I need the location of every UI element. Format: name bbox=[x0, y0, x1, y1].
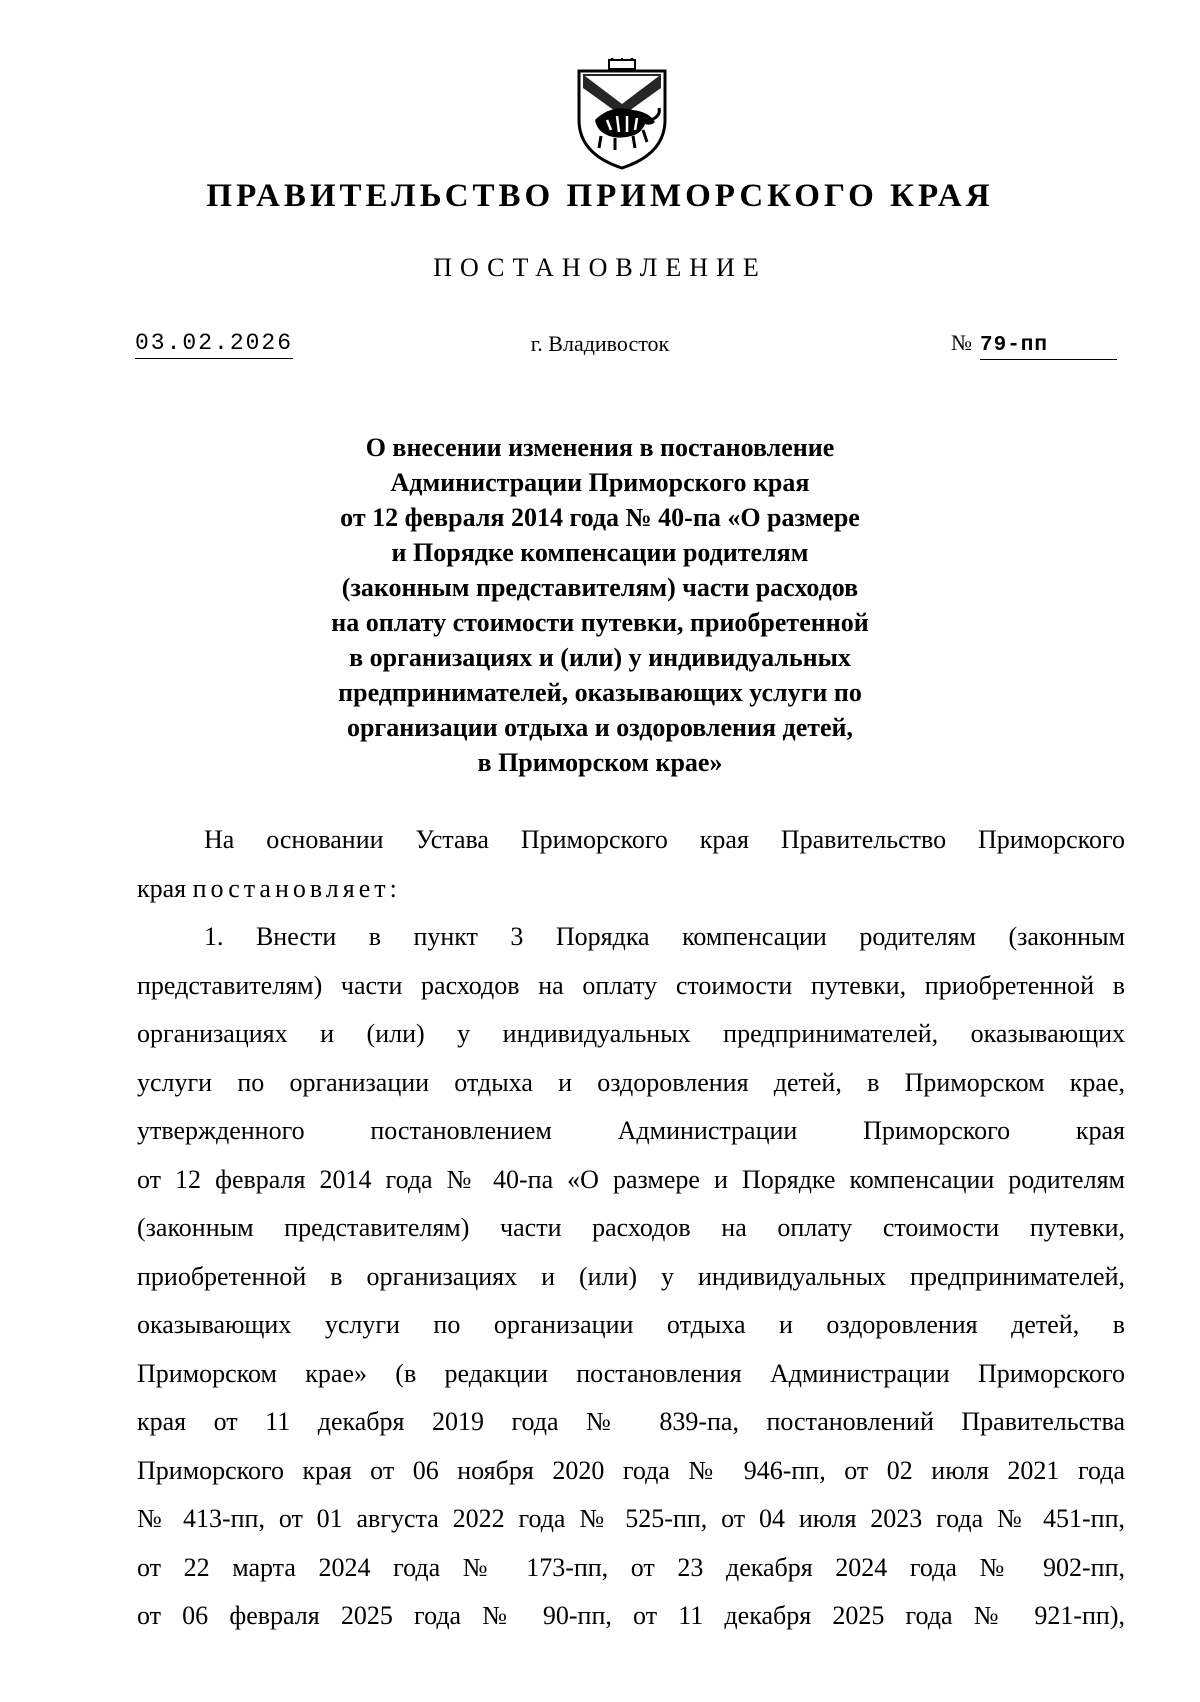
body-line: от 12 февраля 2014 года № 40-па «О размере и Порядке компенсации родителям bbox=[137, 1164, 1125, 1194]
subject-line: в Приморском крае» bbox=[477, 748, 723, 777]
body-line: представителям) части расходов на оплату стоимости путевки, приобретенной в bbox=[137, 970, 1125, 1000]
body-line: оказывающих услуги по организации отдыха и оздоровления детей, в bbox=[137, 1310, 1125, 1339]
body-line: организациях и (или) у индивидуальных предпринимателей, оказывающих bbox=[137, 1019, 1125, 1048]
document-city: г. Владивосток bbox=[530, 331, 670, 356]
document-subject bbox=[250, 430, 950, 780]
subject-line: и Порядке компенсации родителям bbox=[391, 538, 809, 567]
primorsky-coat-of-arms-icon bbox=[571, 58, 673, 170]
document-body bbox=[137, 816, 1125, 1641]
subject-line: в организациях и (или) у индивидуальных bbox=[349, 643, 851, 672]
resolves-word: постановляет: bbox=[192, 873, 401, 903]
body-line: услуги по организации отдыха и оздоровления детей, в Приморском крае, bbox=[137, 1067, 1125, 1097]
document-date: 03.02.2026 bbox=[135, 330, 293, 359]
body-line: Приморского края от 06 ноября 2020 года № 946-пп, от 02 июля 2021 года bbox=[137, 1455, 1125, 1485]
number-value: 79-пп bbox=[980, 334, 1117, 360]
subject-line: Администрации Приморского края bbox=[390, 468, 810, 497]
body-line: 1. Внести в пункт 3 Порядка компенсации родителям (законным bbox=[204, 922, 1125, 951]
body-line: от 22 марта 2024 года № 173-пп, от 23 декабря 2024 года № 902-пп, bbox=[137, 1552, 1125, 1582]
document-type: ПОСТАНОВЛЕНИЕ bbox=[433, 253, 767, 282]
document-number bbox=[951, 330, 1117, 360]
body-line: Приморском крае» (в редакции постановления Администрации Приморского bbox=[137, 1358, 1125, 1388]
body-line: утвержденного постановлением Администрации Приморского края bbox=[137, 1116, 1125, 1145]
preamble-line: На основании Устава Приморского края Правительство Приморского bbox=[204, 825, 1125, 854]
subject-line: организации отдыха и оздоровления детей, bbox=[346, 713, 854, 742]
body-line: края от 11 декабря 2019 года № 839-па, постановлений Правительства bbox=[137, 1407, 1125, 1436]
subject-line: предпринимателей, оказывающих услуги по bbox=[338, 678, 862, 707]
body-line: (законным представителям) части расходов на оплату стоимости путевки, bbox=[137, 1213, 1125, 1242]
subject-line: (законным представителям) части расходов bbox=[341, 573, 859, 602]
body-line: от 06 февраля 2025 года № 90-пп, от 11 декабря 2025 года № 921-пп), bbox=[137, 1601, 1125, 1630]
subject-line: от 12 февраля 2014 года № 40-па «О размере bbox=[340, 503, 860, 532]
government-title: ПРАВИТЕЛЬСТВО ПРИМОРСКОГО КРАЯ bbox=[206, 178, 994, 214]
subject-line: на оплату стоимости путевки, приобретенной bbox=[331, 608, 869, 637]
preamble-text: края bbox=[137, 873, 193, 903]
preamble-line bbox=[137, 865, 1125, 914]
body-line: приобретенной в организациях и (или) у индивидуальных предпринимателей, bbox=[137, 1261, 1125, 1291]
subject-line: О внесении изменения в постановление bbox=[365, 433, 835, 462]
number-sign: № bbox=[951, 330, 972, 355]
body-line: № 413-пп, от 01 августа 2022 года № 525-пп, от 04 июля 2023 года № 451-пп, bbox=[137, 1504, 1125, 1533]
